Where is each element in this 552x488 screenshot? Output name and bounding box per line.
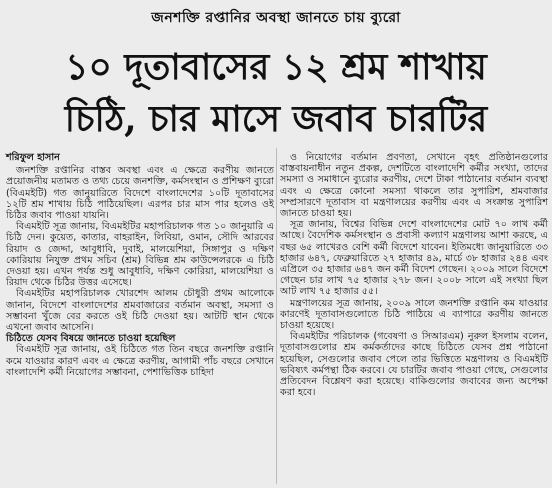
paragraph: জনশক্তি রপ্তানির বাস্তব অবস্থা এবং এ ক্ষেত্রে করণীয় জানতে প্রয়োজনীয় মতামত ও তথ্য চেয়ে জনশক্তি, কর্মসংস্থান ও প্রশিক্ষণ ব্যুরো (বিএমইটি) গত জানুয়ারিতে বিদেশে বাংলাদেশের ১০টি দূতাবাসের ১২টি শ্রম শাখায় চিঠি পাঠিয়েছিল। এরপর চার মাস পার হলেও ওই চিঠির জবাব পাওয়া যায়নি। (6, 165, 274, 222)
paragraph: বিএমইটির মহাপরিচালক খোরশেদ আলম চৌধুরী প্রথম আলোকে জানান, বিদেশে বাংলাদেশের শ্রমবাজারের বর্তমান অবস্থা, সমস্যা ও সম্ভাবনা খুঁজে বের করতে ওই চিঠি দেওয়া হয়। আটটি স্থান থেকে এখনো জবাব আসেনি। (6, 288, 274, 334)
kicker: জনশক্তি রপ্তানির অবস্থা জানতে চায় ব্যুরো (151, 10, 401, 26)
paragraph: সূত্র জানায়, বিশ্বের বিভিন্ন দেশে বাংলাদেশের মোট ৭০ লাখ কর্মী আছে। বৈদেশিক কর্মসংস্থান ও প্রবাসী কল্যাণ মন্ত্রণালয় আশা করছে, এ বছর ৬৫ লাখেরও বেশি কর্মী বিদেশে যাবেন। ইতিমধ্যে জানুয়ারিতে ৩৩ হাজার ৬৪৭, ফেব্রুয়ারিতে ২৭ হাজার ৪৯, মার্চে ৩৮ হাজার ২৪৪ এবং এপ্রিলে ৩৫ হাজার ৬৪৭ জন কর্মী বিদেশ গেছেন। ২০০৯ সালে বিদেশে গেছেন চার লাখ ৭৫ হাজার ২৭৮ জন। ২০০৮ সালে এই সংখ্যা ছিল আট লাখ ৭৫ হাজার ৫৫। (280, 219, 548, 298)
right-column (280, 152, 548, 398)
paragraph: বিএমইটি সূত্র জানায়, বিএমইটির মহাপরিচালক গত ১০ জানুয়ারি এ চিঠি দেন। কুয়েত, কাতার, বাহরাইন, লিবিয়া, ওমান, সৌদি আরবের রিয়াদ ও জেদ্দা, আবুধাবি, দুবাই, মালয়েশিয়া, সিঙ্গাপুর ও দক্ষিণ কোরিয়ায় নিযুক্ত প্রথম সচিব (শ্রম) বিভিন্ন শ্রম কাউন্সেলরকে এ চিঠি দেওয়া হয়। এখন পর্যন্ত শুধু আবুধাবি, দক্ষিণ কোরিয়া, মালয়েশিয়া ও রিয়াদ থেকে চিঠির উত্তর এসেছে। (6, 221, 274, 289)
headline-line-1: ১০ দূতাবাসের ১২ শ্রম শাখায় (65, 46, 487, 88)
subheading: চিঠিতে যেসব বিষয়ে জানতে চাওয়া হয়েছিল (6, 333, 176, 345)
left-column (6, 152, 274, 378)
headline-line-2: চিঠি, চার মাসে জবাব চারটির (64, 98, 488, 140)
column-divider (276, 148, 277, 484)
paragraph: ও নিয়োগের বর্তমান প্রবণতা, সেখানে বৃহৎ প্রতিষ্ঠানগুলোর বাস্তবায়নাধীন নতুন প্রকল্প, দেশটিতে বাংলাদেশি কর্মীর সংখ্যা, তাদের সমস্যা ও সমাধানে ব্যুরোর করণীয়, দেশে টাকা পাঠানোর বর্তমান ব্যবস্থা এবং এ ক্ষেত্রে কোনো সমস্যা থাকলে তার সুপারিশ, শ্রমবাজার সম্প্রসারণে দূতাবাস বা মন্ত্রণালয়ের করণীয় এবং এ সংক্রান্ত সুপারিশ জানতে চাওয়া হয়। (280, 152, 548, 220)
paragraph: মন্ত্রণালয়ের সূত্র জানায়, ২০০৯ সালে জনশক্তি রপ্তানি কম যাওয়ার কারণেই দূতাবাসগুলোতে চিঠি পাঠিয়ে এ ব্যাপারে করণীয় জানতে চাওয়া হয়েছে। (280, 297, 548, 332)
byline: শরিফুল হাসান (6, 152, 60, 163)
paragraph: বিএমইটির পরিচালক (গবেষণা ও সিআরএম) নুরুল ইসলাম বলেন, দূতাবাসগুলোর শ্রম কর্মকর্তাদের কাছে চিঠিতে যেসব প্রশ্ন পাঠানো হয়েছিল, সেগুলোর জবাব পেলে তার ভিত্তিতে মন্ত্রণালয় ও বিএমইটি ভবিষ্যৎ কর্মপন্থা ঠিক করবে। যে চারটির জবাব পাওয়া গেছে, সেগুলোর প্রতিবেদন বিশ্লেষণ করা হয়েছে। বাকিগুলোর জবাবের জন্য অপেক্ষা করা হবে। (280, 331, 548, 399)
paragraph: বিএমইটি সূত্র জানায়, ওই চিঠিতে গত তিন বছরে জনশক্তি রপ্তানি কমে যাওয়ার কারণ এবং এ ক্ষেত্রে করণীয়, আগামী পাঁচ বছরে সেখানে বাংলাদেশি কর্মী নিয়োগের সম্ভাবনা, পেশাভিত্তিক চাহিদা (6, 344, 274, 378)
